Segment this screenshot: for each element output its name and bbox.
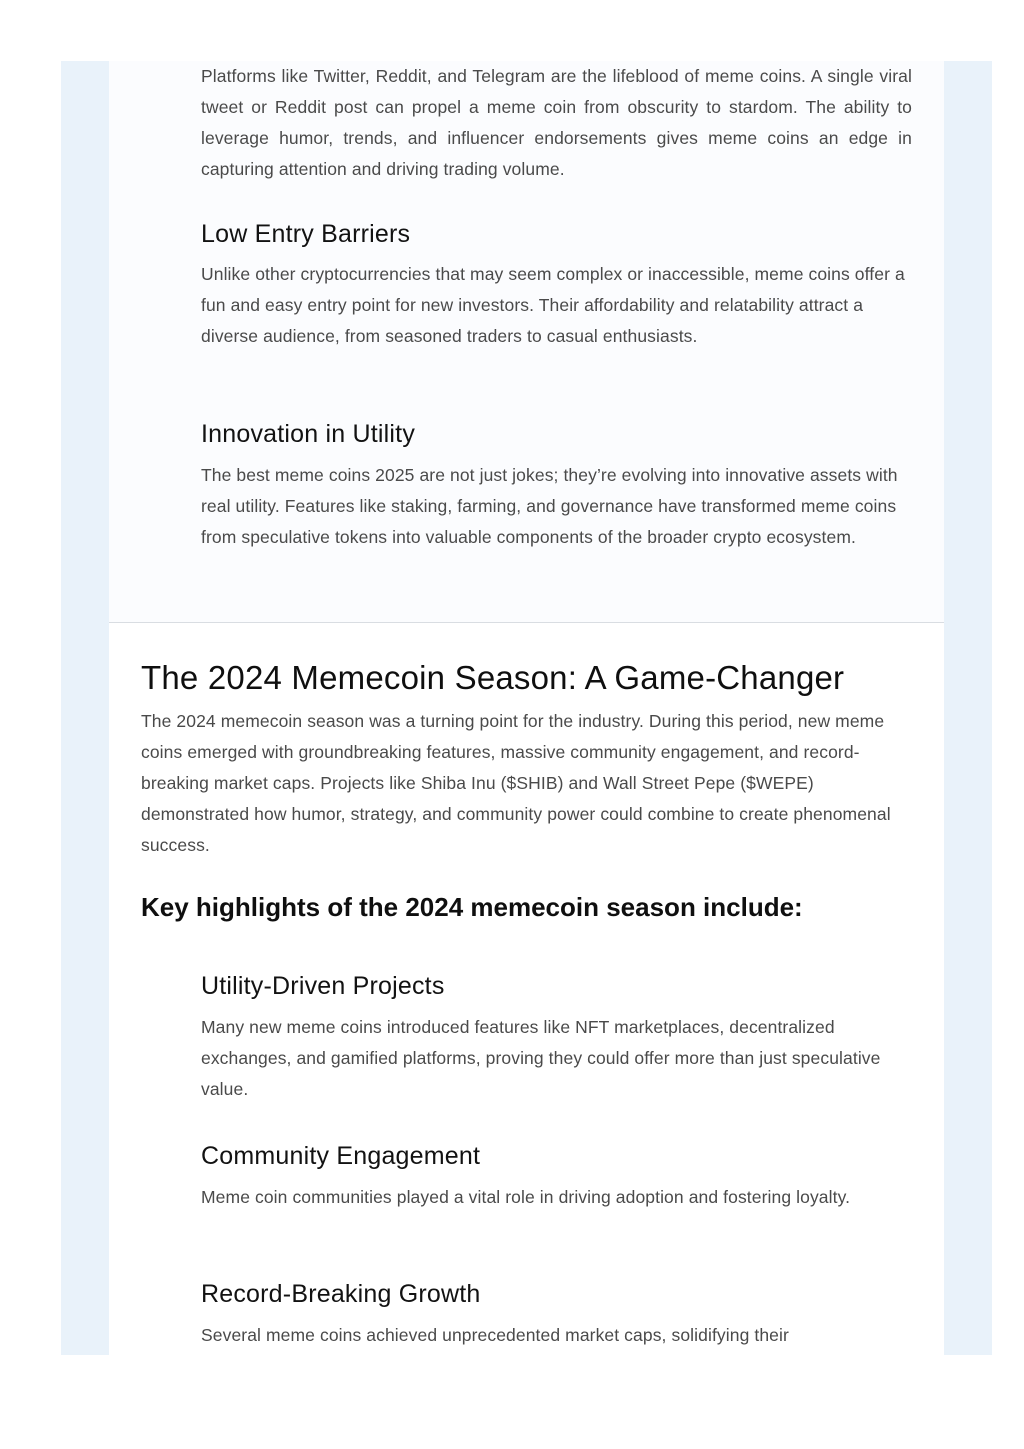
highlight-heading-utility: Utility-Driven Projects — [201, 972, 445, 1000]
highlight-text-growth: Several meme coins achieved unprecedented market caps, solidifying their — [201, 1325, 789, 1345]
features-section — [109, 61, 944, 623]
highlight-heading-growth: Record-Breaking Growth — [201, 1280, 481, 1308]
feature-text-innovation: The best meme coins 2025 are not just jokes; they’re evolving into innovative assets with real utility. Features like staking, farming, and governance have transformed meme coins from speculative tokens into valuable components of the broader crypto ecosystem. — [201, 465, 898, 547]
highlights-title: Key highlights of the 2024 memecoin season include: — [141, 892, 803, 922]
intro-paragraph: Platforms like Twitter, Reddit, and Telegram are the lifeblood of meme coins. A single viral tweet or Reddit post can propel a meme coin from obscurity to stardom. The ability to leverage humor, trends, and influencer endorsements gives meme coins an edge in capturing attention and driving trading volume. — [201, 66, 912, 179]
section-title: The 2024 Memecoin Season: A Game-Changer — [141, 659, 845, 696]
highlight-text-utility: Many new meme coins introduced features like NFT marketplaces, decentralized exchanges, and gamified platforms, proving they could offer more than just speculative value. — [201, 1017, 881, 1099]
highlight-text-community: Meme coin communities played a vital role in driving adoption and fostering loyalty. — [201, 1187, 851, 1207]
feature-heading-innovation: Innovation in Utility — [201, 420, 416, 448]
feature-text-low-entry: Unlike other cryptocurrencies that may seem complex or inaccessible, meme coins offer a fun and easy entry point for new investors. Their affordability and relatability attract a diverse audience, from seasoned traders to casual enthusiasts. — [201, 264, 905, 346]
section-paragraph: The 2024 memecoin season was a turning point for the industry. During this period, new meme coins emerged with groundbreaking features, massive community engagement, and record-breaking market caps. Projects like Shiba Inu ($SHIB) and Wall Street Pepe ($WEPE) demonstrated how humor, strategy, and community power could combine to create phenomenal success. — [141, 711, 891, 855]
highlight-heading-community: Community Engagement — [201, 1142, 481, 1170]
article-content — [109, 61, 944, 1355]
feature-heading-low-entry: Low Entry Barriers — [201, 220, 411, 248]
